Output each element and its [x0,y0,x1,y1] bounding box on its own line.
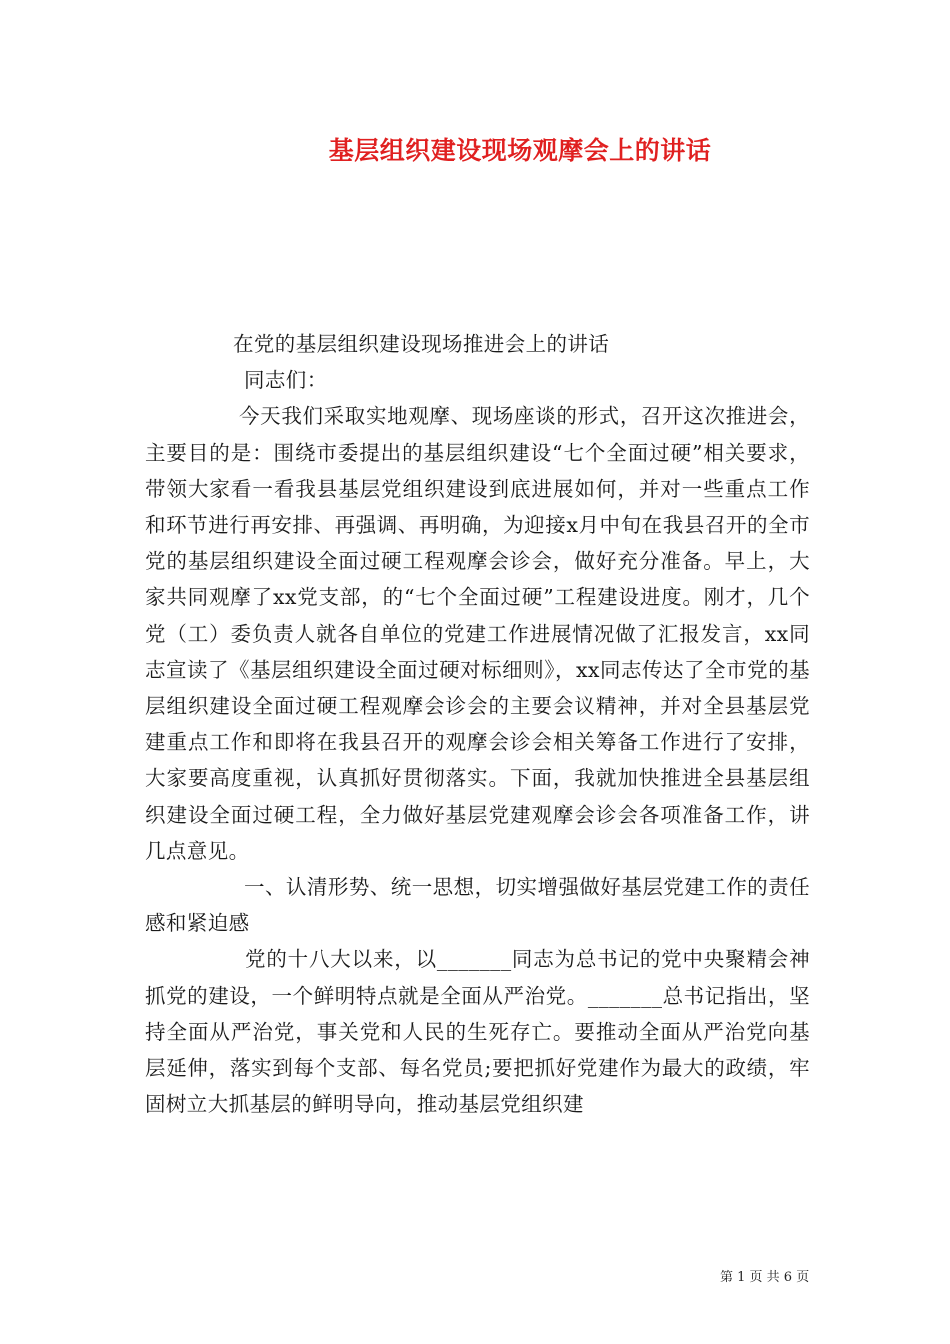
document-title: 基层组织建设现场观摩会上的讲话 [328,136,712,165]
paragraph-1: 今天我们采取实地观摩、现场座谈的形式，召开这次推进会，主要目的是：围绕市委提出的基层组织建设“七个全面过硬”相关要求，带领大家看一看我县基层党组织建设到底进展如何，并对一些重点工作和环节进行再安排、再强调、再明确，为迎接x月中旬在我县召开的全市党的基层组织建设全面过硬工程观摩会诊会，做好充分准备。早上，大家共同观摩了xx党支部，的“七个全面过硬”工程建设进度。刚才，几个党（工）委负责人就各自单位的党建工作进展情况做了汇报发言，xx同志宣读了《基层组织建设全面过硬对标细则》，xx同志传达了全市党的基层组织建设全面过硬工程观摩会诊会的主要会议精神，并对全县基层党建重点工作和即将在我县召开的观摩会诊会相关筹备工作进行了安排，大家要高度重视，认真抓好贯彻落实。下面，我就加快推进全县基层组织建设全面过硬工程，全力做好基层党建观摩会诊会各项准备工作，讲几点意见。 [145,404,810,863]
greeting: 同志们： [244,368,328,393]
paragraph-2: 党的十八大以来，以_______同志为总书记的党中央聚精会神抓党的建设，一个鲜明特点就是全面从严治党。_______总书记指出，坚持全面从严治党，事关党和人民的生死存亡。要推动全面从严治党向基层延伸，落实到每个支部、每名党员;要把抓好党建作为最大的政绩，牢固树立大抓基层的鲜明导向，推动基层党组织建 [145,947,810,1117]
section-1-heading: 一、认清形势、统一思想，切实增强做好基层党建工作的责任感和紧迫感 [145,875,810,936]
speech-subtitle: 在党的基层组织建设现场推进会上的讲话 [233,332,610,356]
document-body [145,326,810,1122]
page-number-footer: 第 1 页 共 6 页 [720,1270,810,1285]
